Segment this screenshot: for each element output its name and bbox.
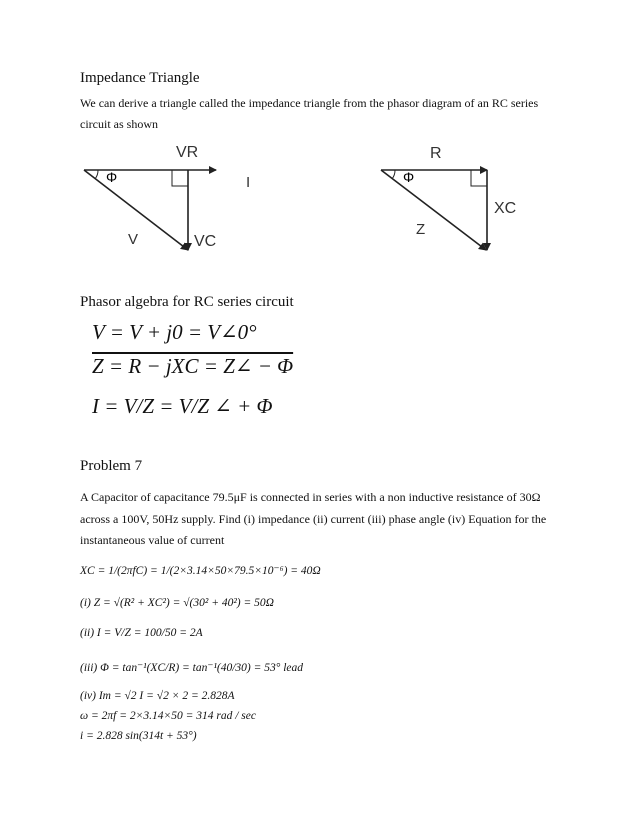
- equation-voltage: V = V + j0 = V∠0°: [92, 320, 257, 344]
- section-heading-problem-7: Problem 7: [80, 458, 143, 474]
- solution-instantaneous-current: i = 2.828 sin(314t + 53°): [80, 730, 197, 742]
- vc-label: VC: [194, 233, 217, 250]
- vr-text: VR: [176, 144, 199, 161]
- i-label: I: [246, 174, 251, 191]
- solution-impedance: (i) Z = √(R² + XC²) = √(30² + 40²) = 50Ω: [80, 597, 274, 609]
- solution-current: (ii) I = V/Z = 100/50 = 2A: [80, 627, 203, 639]
- paragraph-line: across a 100V, 50Hz supply. Find (i) impedance (ii) current (iii) phase angle (iv) Equation for the: [80, 512, 547, 526]
- phi-label: Φ: [403, 169, 415, 185]
- vr-label: [176, 144, 198, 161]
- solution-phase-angle: (iii) Φ = tan⁻¹(XC/R) = tan⁻¹(40/30) = 53° lead: [80, 662, 304, 674]
- phi-label: Φ: [106, 169, 118, 185]
- solution-peak-current: (iv) Im = √2 I = √2 × 2 = 2.828A: [80, 690, 235, 702]
- solution-xc: XC = 1/(2πfC) = 1/(2×3.14×50×79.5×10⁻⁶) = 40Ω: [80, 565, 321, 577]
- paragraph-line: instantaneous value of current: [80, 533, 225, 547]
- r-label: R: [430, 145, 442, 162]
- paragraph-line: circuit as shown: [80, 117, 158, 131]
- section-heading-phasor-algebra: Phasor algebra for RC series circuit: [80, 294, 294, 310]
- v-label: V: [128, 231, 139, 248]
- equation-impedance: Z = R − jXC = Z∠ − Φ: [92, 354, 294, 378]
- paragraph-line: We can derive a triangle called the impedance triangle from the phasor diagram of an RC series: [80, 96, 539, 110]
- section-heading-impedance-triangle: Impedance Triangle: [80, 70, 200, 86]
- solution-omega: ω = 2πf = 2×3.14×50 = 314 rad / sec: [80, 710, 256, 722]
- impedance-triangle-lines: [381, 170, 487, 250]
- paragraph-line: A Capacitor of capacitance 79.5μF is connected in series with a non inductive resistance of 30Ω: [80, 490, 541, 504]
- equation-current: I = V/Z = V/Z ∠ + Φ: [92, 394, 273, 418]
- z-label: Z: [416, 221, 426, 238]
- xc-label: XC: [494, 200, 517, 217]
- phasor-diagram: [0, 0, 638, 300]
